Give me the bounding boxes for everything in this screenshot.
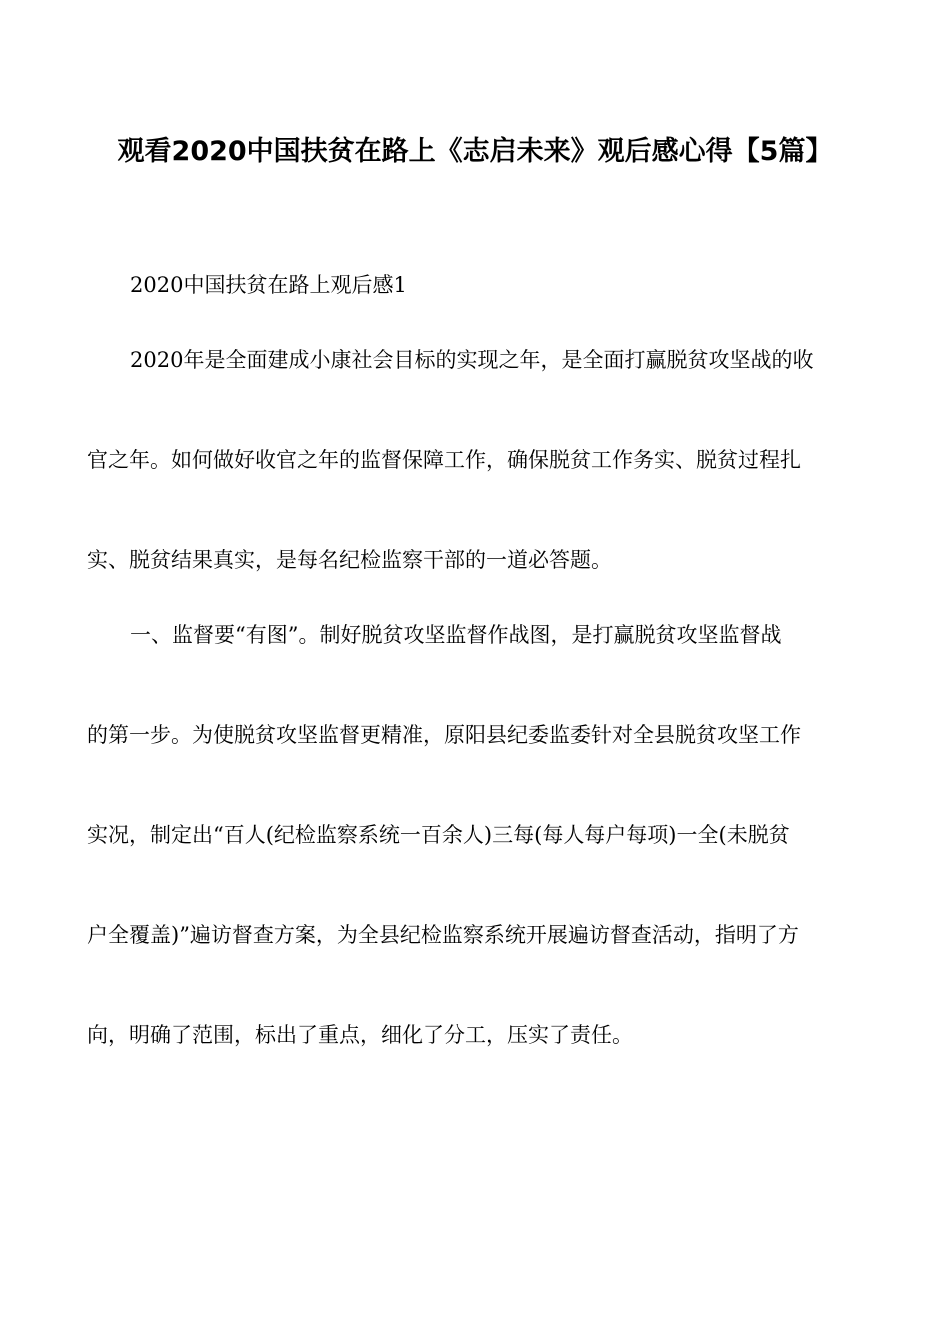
paragraph-2-line-1: 一、监督要“有图”。制好脱贫攻坚监督作战图，是打赢脱贫攻坚监督战	[130, 623, 782, 647]
paragraph-1-line-2: 官之年。如何做好收官之年的监督保障工作，确保脱贫工作务实、脱贫过程扎	[87, 448, 801, 472]
section-subheading: 2020中国扶贫在路上观后感1	[130, 273, 407, 297]
paragraph-1-line-1: 2020年是全面建成小康社会目标的实现之年，是全面打赢脱贫攻坚战的收	[130, 348, 814, 372]
paragraph-2-line-4: 户全覆盖)”遍访督查方案，为全县纪检监察系统开展遍访督查活动，指明了方	[87, 923, 799, 947]
paragraph-1-line-3: 实、脱贫结果真实，是每名纪检监察干部的一道必答题。	[87, 548, 612, 572]
paragraph-2-line-3: 实况，制定出“百人(纪检监察系统一百余人)三每(每人每户每项)一全(未脱贫	[87, 823, 790, 847]
paragraph-2-line-5: 向，明确了范围，标出了重点，细化了分工，压实了责任。	[87, 1023, 633, 1047]
document-title: 观看2020中国扶贫在路上《志启未来》观后感心得【5篇】	[117, 136, 833, 167]
paragraph-2-line-2: 的第一步。为使脱贫攻坚监督更精准，原阳县纪委监委针对全县脱贫攻坚工作	[87, 723, 801, 747]
